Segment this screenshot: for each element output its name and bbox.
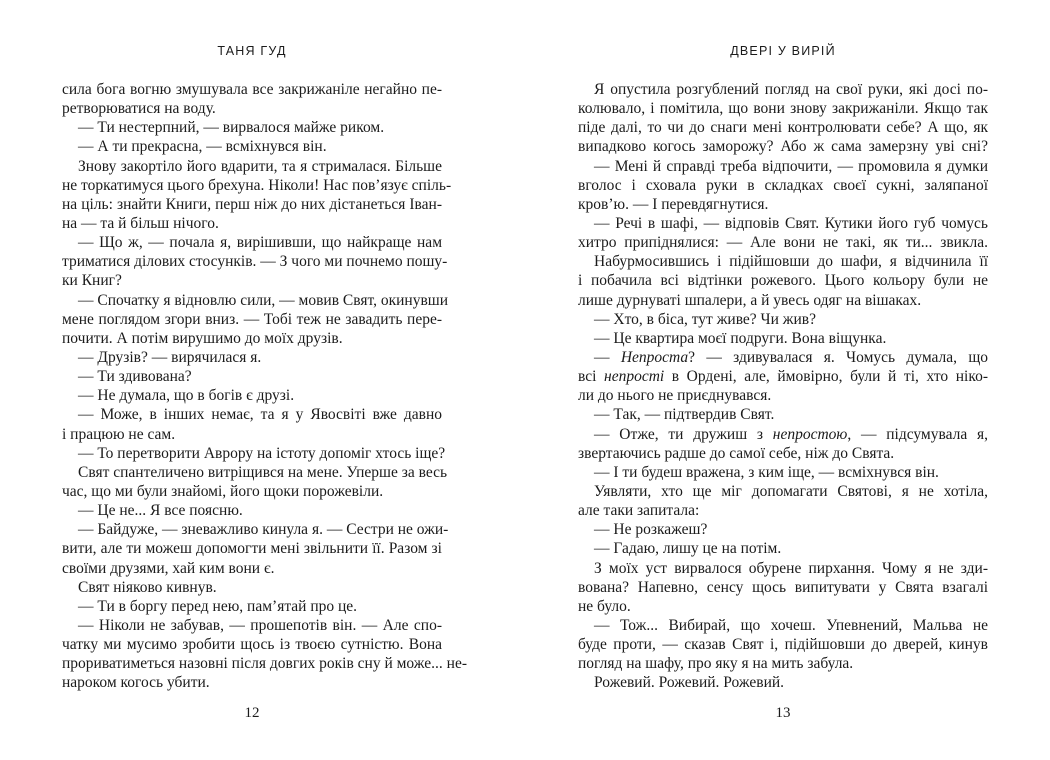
text-line: триматися ділових стосунків. — З чого ми почнемо пошу- bbox=[62, 253, 448, 271]
text-line: випадково когось заморожу? Або ж сама замерзну уві сні? bbox=[578, 138, 988, 156]
text-line: ки Книг? bbox=[62, 272, 122, 290]
text-line: — Так, — підтвердив Свят. bbox=[594, 406, 775, 424]
text-line: Свят спантеличено витріщився на мене. Уперше за весь bbox=[78, 463, 448, 481]
text-line: піде далі, то чи до снаги мені контролювати себе? А що, як bbox=[578, 119, 988, 137]
text-line: Уявляти, хто ще міг допомагати Святові, я не хотіла, bbox=[594, 482, 988, 500]
page-number-right: 13 bbox=[775, 705, 791, 721]
text-line: — Друзів? — вирячилася я. bbox=[78, 348, 262, 366]
text-line: Рожевий. Рожевий. Рожевий. bbox=[594, 674, 785, 692]
running-header-title: ДВЕРІ У ВИРІЙ bbox=[730, 44, 836, 58]
text-line: — Речі в шафі, — відповів Свят. Кутики його губ чомусь bbox=[594, 214, 988, 232]
text-line: — І ти будеш вражена, з ким іще, — всміхнувся він. bbox=[594, 463, 939, 481]
text-line: лише дурнуваті шпалери, а й увесь одяг на вішаках. bbox=[578, 291, 922, 309]
text-line: З моїх уст вирвалося обурене пирхання. Чому я не зди- bbox=[594, 559, 988, 577]
text-line: погляд на шафу, про яку я на мить забула. bbox=[578, 655, 854, 673]
text-line: — Не розкажеш? bbox=[594, 521, 708, 539]
text-line: — Не думала, що в богів є друзі. bbox=[78, 387, 295, 405]
text-line: — Мені й справді треба відпочити, — промовила я думки bbox=[594, 157, 988, 175]
text-line: але таки запитала: bbox=[578, 502, 700, 520]
text-line: — Тож... Вибирай, що хочеш. Упевнений, Мальва не bbox=[594, 616, 988, 634]
text-line: буде проти, — сказав Свят і, підійшовши до дверей, кинув bbox=[578, 636, 988, 654]
text-line: звертаючись радше до самої себе, ніж до Свята. bbox=[578, 444, 895, 462]
text-line: на — та й більш нічого. bbox=[62, 214, 219, 232]
text-line: ретворюватися на воду. bbox=[62, 100, 216, 118]
text-line: Знову закортіло його вдарити, та я стрималася. Більше bbox=[78, 157, 442, 175]
text-line: і побачила всі відтінки рожевого. Цього кольору були не bbox=[578, 272, 988, 290]
text-line: вити, але ти можеш допомогти мені звільнити її. Разом зі bbox=[62, 540, 442, 558]
text-line: — А ти прекрасна, — всміхнувся він. bbox=[78, 138, 327, 156]
text-line: — Ти нестерпний, — вирвалося майже риком. bbox=[78, 119, 385, 137]
text-line: всі непрості в Ордені, але, ймовірно, були й ті, хто ніко- bbox=[578, 368, 988, 386]
text-line: — Ти здивована? bbox=[78, 368, 192, 386]
text-line: на ціль: знайти Книги, перш ніж до них дістанеться Іван- bbox=[62, 195, 442, 213]
text-line: вована? Напевно, сенсу щось випитувати у Свята взагалі bbox=[578, 578, 988, 596]
left-page-text bbox=[62, 80, 468, 693]
text-line: — Спочатку я відновлю сили, — мовив Свят, окинувши bbox=[78, 291, 449, 309]
text-line: Свят ніяково кивнув. bbox=[78, 578, 217, 596]
text-line: колювало, і помітила, що вони знову закрижаніли. Якщо так bbox=[578, 100, 988, 118]
text-line: кров’ю. — І перевдягнутися. bbox=[578, 195, 769, 213]
text-line: чатку ми мусимо зробити щось із твоєю сутністю. Вона bbox=[62, 636, 442, 654]
text-line: сила бога вогню змушувала все закрижаніле негайно пе- bbox=[62, 81, 442, 98]
text-line: — Непроста? — здивувалася я. Чомусь думала, що bbox=[594, 348, 989, 366]
left-page bbox=[62, 0, 468, 760]
text-line: — Отже, ти дружиш з непростою, — підсумувала я, bbox=[594, 425, 988, 443]
text-line: Набурмосившись і підійшовши до шафи, я відчинила її bbox=[594, 253, 988, 271]
text-line: прориватиметься назовні після довгих років сну й може... не- bbox=[62, 655, 468, 673]
text-line: — Може, в інших немає, та я у Явосвіті вже давно bbox=[78, 406, 442, 424]
text-line: хитро припіднялися: — Але вони не такі, як ти... звикла. bbox=[578, 234, 988, 252]
right-page bbox=[578, 0, 988, 760]
text-line: — Байдуже, — зневажливо кинула я. — Сестри не ожи- bbox=[78, 521, 449, 539]
running-header-author: ТАНЯ ГУД bbox=[217, 44, 287, 58]
text-line: своїми друзями, хай ким вони є. bbox=[62, 559, 275, 577]
text-line: не було. bbox=[578, 597, 631, 615]
text-line: — Ніколи не забував, — прошепотів він. — Але спо- bbox=[78, 616, 442, 634]
text-line: час, що ми були знайомі, його щоки порожевіли. bbox=[62, 482, 384, 500]
text-line: вголос і сховала руки в складках своєї сукні, заляпаної bbox=[578, 176, 988, 194]
text-line: нароком когось убити. bbox=[62, 674, 210, 692]
right-page-text bbox=[578, 80, 988, 693]
text-line: почити. А потім вирушимо до моїх друзів. bbox=[62, 329, 343, 347]
text-line: — Ти в боргу перед нею, пам’ятай про це. bbox=[78, 597, 358, 615]
text-line: — Що ж, — почала я, вирішивши, що найкраще нам bbox=[78, 234, 442, 252]
page-number-left: 12 bbox=[244, 705, 260, 721]
text-line: — Це не... Я все поясню. bbox=[78, 502, 243, 520]
text-line: ли до нього не приєднувався. bbox=[578, 387, 772, 405]
text-line: не торкатимуся цього брехуна. Ніколи! Нас пов’язує спіль- bbox=[62, 176, 452, 194]
text-line: і працюю не сам. bbox=[62, 425, 176, 443]
text-line: — Хто, в біса, тут живе? Чи жив? bbox=[594, 310, 817, 328]
text-line: — Гадаю, лишу це на потім. bbox=[594, 540, 782, 558]
text-line: — То перетворити Аврору на істоту допоміг хтось іще? bbox=[78, 444, 446, 462]
text-line: мене поглядом згори вниз. — Тобі теж не завадить пере- bbox=[62, 310, 442, 328]
text-line: Я опустила розгублений погляд на свої руки, які досі по- bbox=[594, 81, 988, 98]
text-line: — Це квартира моєї подруги. Вона віщунка. bbox=[594, 329, 887, 347]
